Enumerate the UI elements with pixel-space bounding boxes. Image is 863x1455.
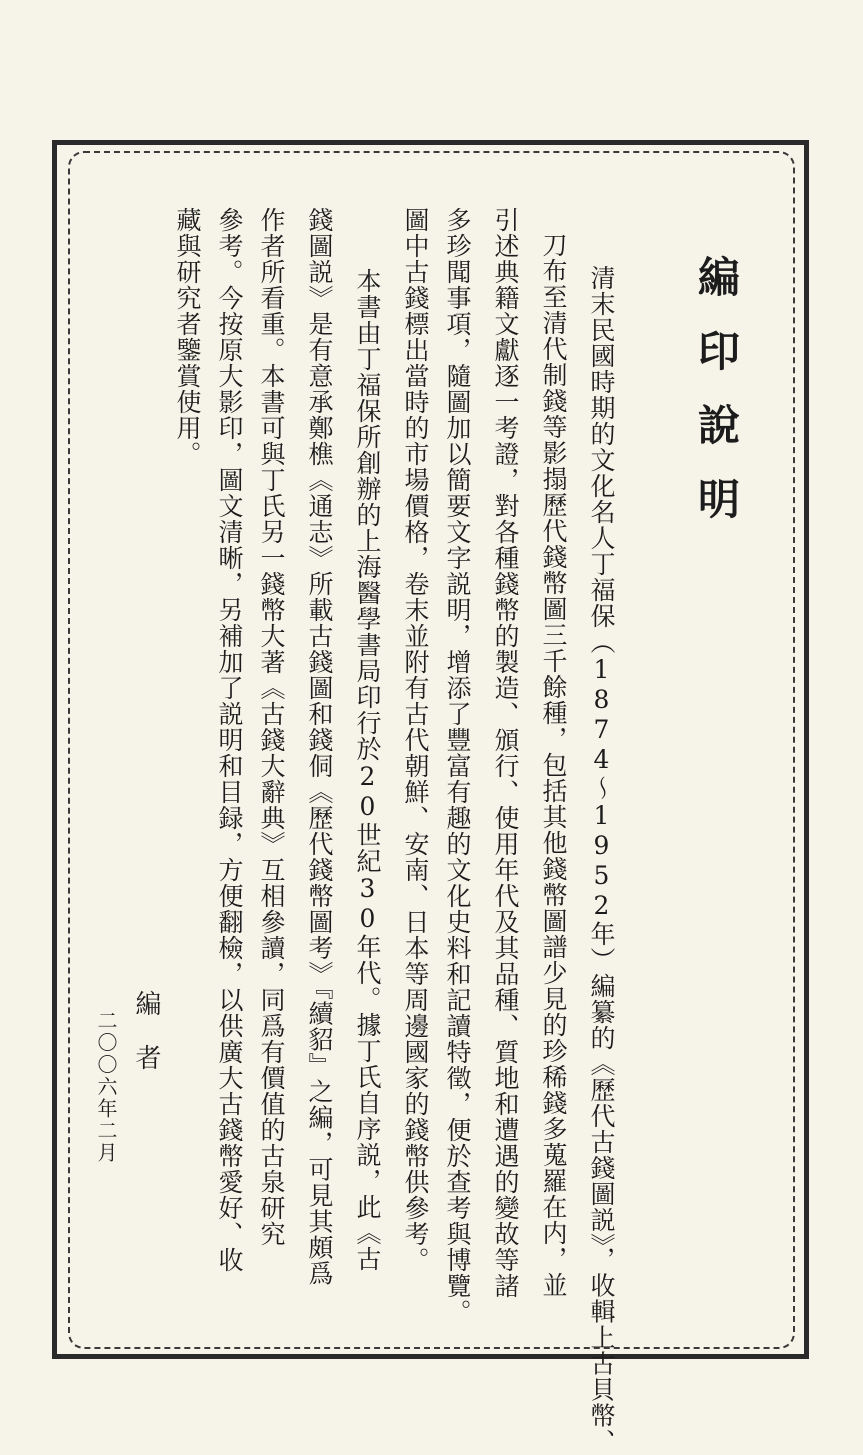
paragraph2-line-5: 藏與研究者鑒賞使用。 (173, 207, 202, 467)
paragraph1-line-3: 引述典籍文獻逐一考證，對各種錢幣的製造、頒行、使用年代及其品種、質地和遭遇的變故等諸 (491, 207, 520, 1299)
paragraph2-line-1: 本書由丁福保所創辦的上海醫學書局印行於20世紀30年代。據丁氏自序説，此《古 (353, 268, 382, 1272)
paragraph2-line-2: 錢圖説》是有意承鄭樵《通志》所載古錢圖和錢侗《歷代錢幣圖考》『續貂』之編，可見其頗爲 (305, 207, 334, 1287)
paragraph2-line-4: 參考。今按原大影印，圖文清晰，另補加了説明和目録，方便翻檢，以供廣大古錢幣愛好、收 (215, 207, 244, 1273)
page-title: 編印說明 (692, 255, 741, 551)
date: 二〇〇六年二月 (94, 1010, 118, 1164)
signature: 編者 (131, 990, 161, 1098)
paragraph1-line-1: 清末民國時期的文化名人丁福保（1874～1952年）編纂的《歷代古錢圖説》，收輯上古貝幣、 (587, 265, 616, 1455)
paragraph1-line-4: 多珍聞事項，隨圖加以簡要文字説明，增添了豐富有趣的文化史料和記讀特徵，便於查考與博覽。 (443, 207, 472, 1325)
paragraph1-line-5: 圖中古錢標出當時的市場價格，卷末並附有古代朝鮮、安南、日本等周邊國家的錢幣供參考。 (401, 207, 430, 1273)
paragraph1-line-2: 刀布至清代制錢等影搨歷代錢幣圖三千餘種，包括其他錢幣圖譜少見的珍稀錢多蒐羅在内，並 (539, 232, 568, 1298)
paragraph2-line-3: 作者所看重。本書可與丁氏另一錢幣大著《古錢大辭典》互相參讀，同爲有價值的古泉研究 (257, 207, 286, 1247)
